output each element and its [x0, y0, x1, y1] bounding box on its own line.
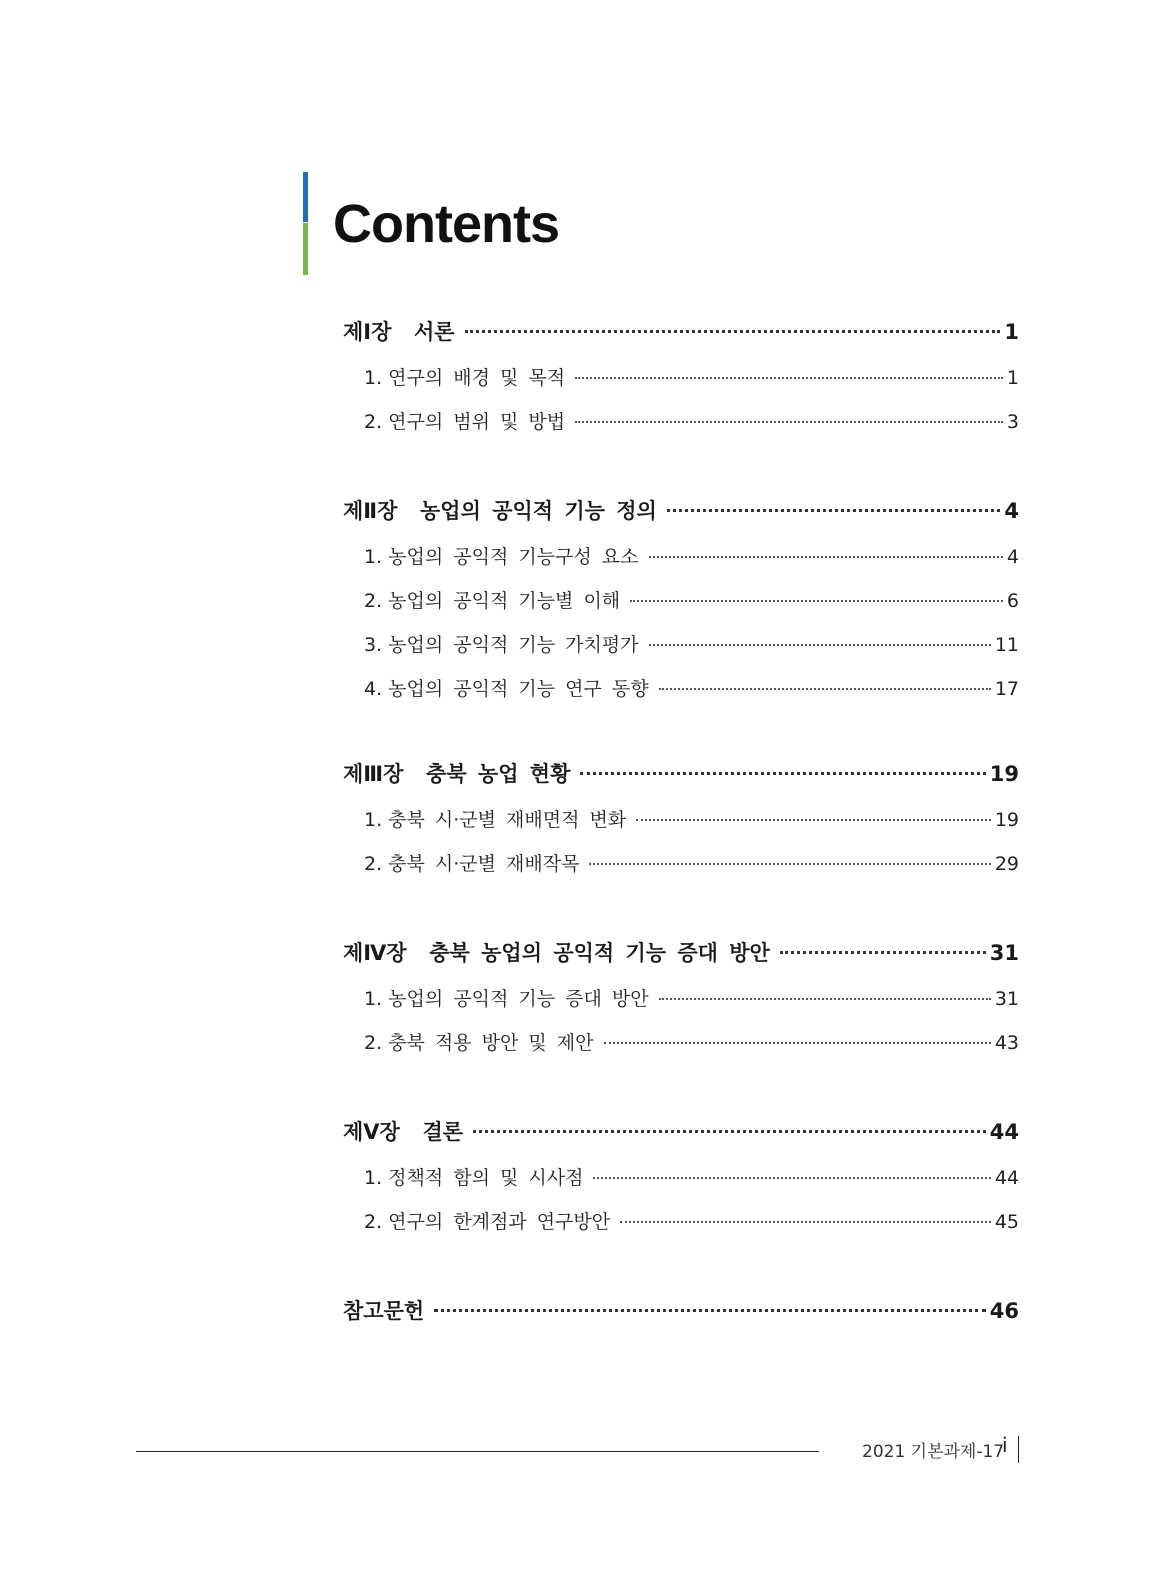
toc-section-number: 2. — [364, 411, 383, 433]
toc-section-label — [364, 586, 620, 613]
toc-section[interactable] — [343, 542, 1019, 569]
toc-chapter-page: 46 — [989, 1299, 1019, 1323]
toc-section-label — [364, 542, 639, 569]
dot-leader — [604, 1042, 991, 1044]
dot-leader — [659, 998, 991, 1000]
toc-section-label — [364, 984, 649, 1011]
toc-section-number: 1. — [364, 367, 383, 389]
toc-chapter[interactable] — [343, 1116, 1019, 1146]
toc-section-page: 11 — [994, 634, 1019, 656]
toc-chapter-label: 제Ⅴ장 결론 — [343, 1120, 464, 1144]
toc-section-page: 31 — [994, 988, 1019, 1010]
dot-leader — [580, 772, 985, 775]
toc-section-number: 4. — [364, 678, 383, 700]
toc-section-number: 1. — [364, 1167, 383, 1189]
toc-section[interactable] — [343, 586, 1019, 613]
title-block — [303, 172, 703, 275]
toc-chapter-page: 31 — [989, 941, 1019, 965]
toc-chapter-label: 제Ⅰ장 서론 — [343, 320, 455, 344]
toc-chapter[interactable] — [343, 495, 1019, 525]
toc-section[interactable] — [343, 849, 1019, 876]
toc-section-page: 44 — [994, 1167, 1019, 1189]
toc-section-page: 6 — [1006, 590, 1019, 612]
toc-section[interactable] — [343, 1028, 1019, 1055]
toc-chapter-label: 제Ⅲ장 충북 농업 현황 — [343, 762, 571, 786]
toc-section-page: 4 — [1006, 546, 1019, 568]
dot-leader — [630, 600, 1003, 602]
dot-leader — [473, 1130, 986, 1133]
toc-section-page: 19 — [994, 809, 1019, 831]
toc-section[interactable] — [343, 1163, 1019, 1190]
page-title: Contents — [333, 194, 559, 254]
toc-section-title: 정책적 함의 및 시사점 — [388, 1167, 584, 1189]
dot-leader — [575, 377, 1003, 379]
toc-section-page: 1 — [1006, 367, 1019, 389]
toc-section[interactable] — [343, 630, 1019, 657]
accent-bar-blue — [303, 172, 308, 222]
toc-chapter[interactable] — [343, 758, 1019, 788]
toc-section-page: 29 — [994, 853, 1019, 875]
toc-section-number: 2. — [364, 1211, 383, 1233]
accent-bar-green — [303, 223, 308, 275]
toc-section-title: 연구의 배경 및 목적 — [388, 367, 566, 389]
footer-page-number: i — [1002, 1433, 1008, 1457]
dot-leader — [465, 330, 1001, 333]
toc-section[interactable] — [343, 363, 1019, 390]
dot-leader — [589, 863, 990, 865]
toc-section[interactable] — [343, 1207, 1019, 1234]
toc-section-number: 2. — [364, 590, 383, 612]
toc-section-title: 연구의 범위 및 방법 — [388, 411, 566, 433]
toc-chapter[interactable] — [343, 937, 1019, 967]
toc-section-number: 3. — [364, 634, 383, 656]
toc-chapter[interactable] — [343, 316, 1019, 346]
toc-chapter[interactable] — [343, 1295, 1019, 1325]
toc-section-title: 충북 시·군별 재배작목 — [388, 853, 580, 875]
toc-chapter-page: 4 — [1004, 499, 1019, 523]
toc-section-page: 45 — [994, 1211, 1019, 1233]
toc-section-label — [364, 1028, 594, 1055]
toc-section-number: 1. — [364, 809, 383, 831]
toc-chapter-label: 제Ⅱ장 농업의 공익적 기능 정의 — [343, 499, 657, 523]
dot-leader — [575, 421, 1003, 423]
dot-leader — [636, 819, 991, 821]
toc-section-page: 43 — [994, 1032, 1019, 1054]
toc-section[interactable] — [343, 984, 1019, 1011]
toc-chapter-page: 1 — [1004, 320, 1019, 344]
toc-section-label — [364, 849, 579, 876]
dot-leader — [434, 1309, 986, 1312]
toc-section-title: 연구의 한계점과 연구방안 — [388, 1211, 611, 1233]
toc-section-page: 3 — [1006, 411, 1019, 433]
dot-leader — [649, 556, 1003, 558]
toc-section-title: 농업의 공익적 기능 증대 방안 — [388, 988, 649, 1010]
toc-section-label — [364, 630, 639, 657]
toc-section-page: 17 — [994, 678, 1019, 700]
toc-section-label — [364, 1163, 583, 1190]
dot-leader — [667, 509, 1001, 512]
toc-section[interactable] — [343, 674, 1019, 701]
toc-chapter-label: 참고문헌 — [343, 1299, 425, 1323]
footer-divider — [1018, 1436, 1019, 1463]
toc-section-number: 2. — [364, 1032, 383, 1054]
toc-section[interactable] — [343, 407, 1019, 434]
dot-leader — [649, 644, 991, 646]
dot-leader — [659, 688, 991, 690]
toc-chapter-label: 제Ⅳ장 충북 농업의 공익적 기능 증대 방안 — [343, 941, 770, 965]
toc-chapter-page: 44 — [989, 1120, 1019, 1144]
toc-section-title: 농업의 공익적 기능 가치평가 — [388, 634, 639, 656]
dot-leader — [620, 1221, 991, 1223]
toc-section-label — [364, 1207, 610, 1234]
toc-section-number: 1. — [364, 988, 383, 1010]
toc-section-title: 충북 시·군별 재배면적 변화 — [388, 809, 627, 831]
toc-section-label — [364, 805, 626, 832]
toc-chapter-page: 19 — [989, 762, 1019, 786]
toc-section-number: 1. — [364, 546, 383, 568]
toc-section-title: 충북 적용 방안 및 제안 — [388, 1032, 594, 1054]
toc-section[interactable] — [343, 805, 1019, 832]
toc-section-title: 농업의 공익적 기능구성 요소 — [388, 546, 639, 568]
footer-series: 2021 기본과제-17 — [862, 1442, 1005, 1462]
toc-section-label — [364, 407, 565, 434]
toc-section-number: 2. — [364, 853, 383, 875]
toc-section-label — [364, 363, 565, 390]
footer-rule — [136, 1451, 819, 1452]
toc-section-title: 농업의 공익적 기능 연구 동향 — [388, 678, 649, 700]
dot-leader — [780, 951, 986, 954]
toc-section-label — [364, 674, 649, 701]
toc-section-title: 농업의 공익적 기능별 이해 — [388, 590, 621, 612]
dot-leader — [593, 1177, 990, 1179]
